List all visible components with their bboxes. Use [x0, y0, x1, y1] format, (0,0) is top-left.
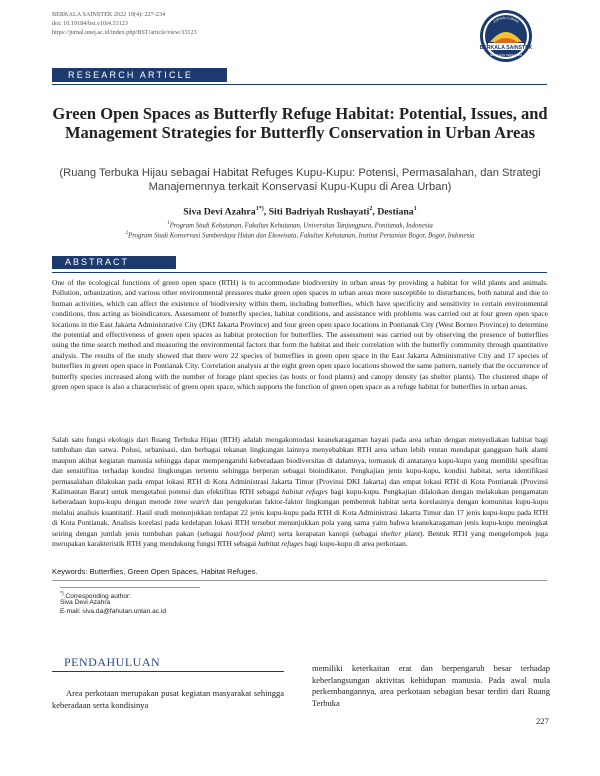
abstract-id-italic: time search [174, 497, 210, 507]
affiliation-2-sup: 2 [125, 231, 129, 236]
corresponding-name: Siva Devi Azahra [60, 599, 111, 606]
article-subtitle: (Ruang Terbuka Hijau sebagai Habitat Refuges Kupu-Kupu: Potensi, Permasalahan, dan Strategi Manajemennya terkait Konservasi Kupu-Kupu di Area Urban) [59, 167, 541, 193]
footnote-rule [60, 587, 200, 588]
abstract-id-italic: host/food plant [225, 528, 273, 538]
page-number: 227 [536, 716, 549, 726]
article-title: Green Open Spaces as Butterfly Refuge Habitat: Potential, Issues, and Management Strategies for Butterfly Conservation in Urban Areas [52, 104, 548, 142]
journal-doi: doi: 10.19184/bst.v10i4.33123 [52, 20, 128, 27]
journal-logo [478, 8, 534, 64]
section-heading-rule [52, 671, 284, 672]
affiliation-1 [52, 221, 548, 229]
abstract-label: ABSTRACT [65, 257, 130, 267]
abstract-indonesian [52, 435, 548, 549]
author-1-sup: 1*) [255, 206, 264, 212]
body-right-column: memiliki keterkaitan erat dan berpengaruh besar terhadap keberlangsungan aktivitas kehidupan manusia. Pada awal mula perkembangannya, area perkotaan sebagian besar terdiri dari Ruang Terbuka [312, 663, 550, 708]
abstract-id-text: Salah satu fungsi ekologis dari Ruang Terbuka Hijau (RTH) adalah mengakomodasi keanekaragaman hayati pada area urban dengan menyediakan habitat bagi tumbuhan dan satwa. Polusi, urbanisasi, dan berbagai tekanan lingkungan lainnya menyebabkan RTH area urban lebih rentan mendapat gangguan baik alami maupun akibat kegiatan manusia sehingga dapat mempengaruhi keberadaan biodiversitas di dalamnya, termasuk di antaranya kupu-kupu yang memiliki spesifitas dan sensitifitas terhadap kondisi lingkungan tertentu sehingga berperan sebagai bioindikator. Pengkajian jenis kupu-kupu, kondisi habitat, serta identifikasi permasalahan dilakukan pada empat lokasi RTH di Kota Administrasi Jakarta Timur (Provinsi DKI Jakarta) dan empat lokasi RTH di Kota Pontianak (Provinsi Kalimantan Barat) untuk mengetahui potensi dan efektifitas RTH sebagai [52, 435, 548, 497]
abstract-id-text: bagi kupu-kupu di area perkotaan. [303, 539, 408, 549]
body-left-column: Area perkotaan merupakan pusat kegiatan masyarakat sehingga keberadaan serta kondisinya [52, 688, 284, 710]
abstract-id-text: ) serta kerapatan kanopi (sebagai [272, 528, 381, 538]
corresponding-email[interactable]: E-mail: siva.da@fahutan.untan.ac.id [60, 608, 167, 615]
logo-subtitle: JURNAL ILMIAH [492, 15, 520, 24]
section-heading: PENDAHULUAN [64, 655, 161, 669]
logo-bottom: SAINS DAN TEKNOLOGI [489, 53, 523, 57]
corresponding-label-text: Corresponding author: [65, 593, 132, 601]
abstract-id-text: bagi kupu-kupu. Pengkajian dilakukan dengan melakukan pengamatan keberadaan kupu-kupu dengan metode [52, 487, 548, 507]
keywords: Keywords: Butterflies, Green Open Spaces, Habitat Refuges. [52, 567, 258, 576]
author-2-sup: 2 [369, 206, 373, 212]
abstract-english: One of the ecological functions of green open space (RTH) is to accommodate biodiversity in urban areas by providing a habitat for wild plants and animals. Pollution, urbanization, and various other environmental pressures make green open spaces in urban areas more susceptible to disturbances, both natural and due to human activities, which can affect the existence of biodiversity within them, including butterflies, which have specificity and sensitivity to certain environmental conditions, thus acting as bioindicators. Assessment of butterfly species, habitat conditions, and assistance with problems was carried out at four green open space locations in the East Jakarta Administrative City (DKI Jakarta Province) and four green open space locations in Pontianak City (West Borneo Province) to determine the potential and effectiveness of green open spaces as habitat protection for butterflies. The assessment was carried out by observing the presence of butterflies using the time search method and measuring the environmental factors that form the habitat and their correlation with the butterfly community through quantitative analysis. The results of the study showed that there were 22 species of butterflies in green open space in the East Jakarta Administrative City and 17 species of butterflies in green open space in Pontianak City. Correlation analysis at the eight green open space locations showed the same pattern, namely that the occurrence of butterfly species increased along with the number of forage plant species (as hosts or food plants) and canopy density (as shelter plants). The clustered shape of green open space is also a characteristic of green open space, which supports the function of green open space as a refuge habitat for butterflies in urban areas. [52, 278, 548, 392]
corresponding-sup: *) [60, 591, 64, 597]
abstract-id-text: ). Bentuk RTH yang mengelompok juga merupakan karakteristik RTH yang mendukung fungsi RTH sebagai [52, 528, 548, 549]
abstract-id-italic: habitat refuges [258, 539, 304, 549]
journal-citation: BERKALA SAINSTEK 2022 10(4): 227-234 [52, 11, 166, 18]
keywords-rule [52, 580, 547, 581]
affiliation-2 [52, 231, 548, 239]
author-2: Siti Badriyah Rushayati [268, 206, 370, 218]
section-tag: RESEARCH ARTICLE [68, 70, 194, 80]
abstract-id-italic: shelter plant [380, 528, 420, 538]
affiliation-1-text: Program Studi Kehutanan, Fakultas Kehutanan, Universitas Tanjungpura, Pontianak, Indonesia [169, 222, 433, 230]
affiliation-1-sup: 1 [167, 221, 170, 226]
logo-title: BERKALA SAINSTEK [479, 44, 533, 51]
section-tag-rule [52, 84, 547, 85]
abstract-id-italic: habitat refuges [282, 487, 328, 497]
abstract-rule [52, 272, 547, 273]
affiliation-2-text: Program Studi Konservasi Sumberdaya Hutan dan Ekowisata, Fakultas Kehutanan, Institut Pertanian Bogor, Bogor, Indonesia [128, 232, 475, 240]
journal-url[interactable]: https://jurnal.unej.ac.id/index.php/BST/article/view/33123 [52, 29, 197, 36]
author-3: Destiana [377, 206, 414, 218]
author-1: Siva Devi Azahra [183, 206, 256, 218]
author-list: Siva Devi Azahra$^{1*)}$, Siti Badriyah Rushayati$^2$, Destiana$^1$ [183, 206, 417, 218]
author-3-sup: 1 [413, 206, 417, 212]
abstract-id-text: dan pengukuran faktor-faktor lingkungan pembentuk habitat serta korelasinya dengan komunitas kupu-kupu melalui analisis kuantitatif. Hasil studi menunjukkan terdapat 22 jenis kupu-kupu pada RTH di Kota Administrasi Jakarta Timur dan 17 jenis kupu-kupu pada RTH di Kota Pontianak. Analisis korelasi pada kedelapan lokasi RTH tersebut menunjukkan pola yang sama yaitu bahwa keanekaragaman jenis kupu-kupu meningkat seiring dengan jumlah jenis tumbuhan pakan (sebagai [52, 497, 549, 538]
